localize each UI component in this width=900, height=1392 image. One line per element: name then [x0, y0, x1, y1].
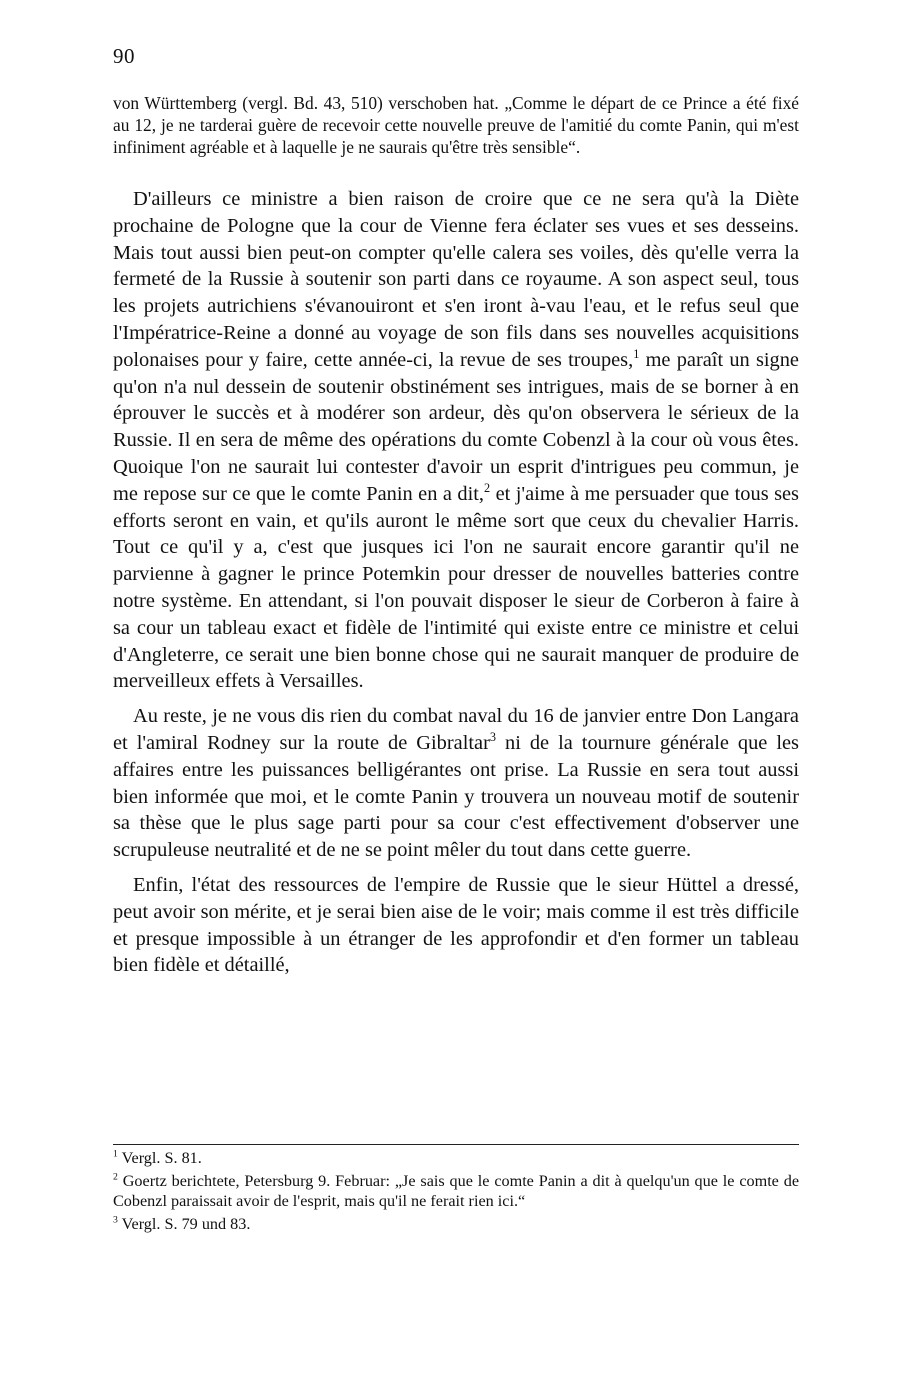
quote-continuation: von Württemberg (vergl. Bd. 43, 510) verschoben hat. „Comme le départ de ce Prince a été fixé au 12, je ne tarderai guère de recevoir cette nouvelle preuve de l'amitié du comte Panin, qui m'est infiniment agréable et à laquelle je ne saurais qu'être très sensible“.: [113, 93, 799, 157]
paragraph-1-part-b: me paraît un signe qu'on n'a nul dessein de soutenir obstinément ses intrigues, mais de se borner à en éprouver le succès et à modérer son ardeur, dès qu'on observera le sérieux de la Russie. Il en sera de même des opérations du comte Cobenzl à la cour où vous êtes. Quoique l'on ne saurait lui contester d'avoir un esprit d'intrigues peu commun, je me repose sur ce que le comte Panin en a dit,: [113, 348, 799, 505]
footnote-text: Vergl. S. 81.: [121, 1149, 202, 1167]
footnote-mark: 3: [113, 1214, 118, 1226]
footnote-3: [113, 1214, 799, 1234]
paragraph-2-part-a: Au reste, je ne vous dis rien du combat naval du 16 de janvier entre Don Langara et l'amiral Rodney sur la route de Gibraltar: [113, 705, 799, 754]
footnote-mark: 1: [113, 1148, 118, 1160]
paragraph-2-part-b: ni de la tournure générale que les affaires entre les puissances belligérantes ont prise. La Russie en sera tout aussi bien informée que moi, et le comte Panin y trouvera un nouveau motif de soutenir sa thèse que le plus sage parti pour sa cour c'est effectivement d'observer une scrupuleuse neutralité et de ne se point mêler du tout dans cette guerre.: [113, 731, 799, 862]
page-number: 90: [113, 44, 135, 68]
footnote-1: [113, 1148, 799, 1168]
paragraph-1: [113, 186, 799, 695]
footnote-text: Vergl. S. 79 und 83.: [121, 1215, 251, 1233]
paragraph-1-part-c: et j'aime à me persuader que tous ses efforts seront en vain, et qu'ils auront le même sort que ceux du chevalier Harris. Tout ce qu'il y a, c'est que jusques ici l'on ne saurait encore garantir qu'il ne parvienne à gagner le prince Potemkin pour dresser de nouvelles batteries contre notre système. En attendant, si l'on pouvait disposer le sieur de Corberon à faire à sa cour un tableau exact et fidèle de l'intimité qui existe entre ce ministre et celui d'Angleterre, ce serait une bien bonne chose qui ne saurait manquer de produire de merveilleux effets à Versailles.: [113, 482, 799, 693]
paragraph-1-part-a: D'ailleurs ce ministre a bien raison de croire que ce ne sera qu'à la Diète prochaine de Pologne que la cour de Vienne fera éclater ses vues et ses desseins. Mais tout aussi bien peut-on compter qu'elle calera ses voiles, dès qu'elle verra la fermeté de la Russie à soutenir son parti dans ce royaume. A son aspect seul, tous les projets autrichiens s'évanouiront et s'en iront à-vau l'eau, et le refus seul que l'Impératrice-Reine a donné au voyage de son fils dans ses nouvelles acquisitions polonaises pour y faire, cette année-ci, la revue de ses troupes,: [113, 188, 799, 371]
footnote-ref-3: 3: [489, 730, 497, 745]
footnotes: [113, 1148, 799, 1237]
footnote-ref-1: 1: [633, 346, 640, 361]
footnote-divider: [113, 1144, 799, 1145]
paragraph-2: [113, 703, 799, 864]
footnote-text: Goertz berichtete, Petersburg 9. Februar: „Je sais que le comte Panin a dit à quelqu'un que le comte de Cobenzl paraissait avoir de l'esprit, mais qu'il ne ferait rien ici.“: [113, 1172, 800, 1210]
footnote-2: [113, 1171, 799, 1211]
paragraph-3: Enfin, l'état des ressources de l'empire de Russie que le sieur Hüttel a dressé, peut avoir son mérite, et je serai bien aise de le voir; mais comme il est très difficile et presque impossible à un étranger de les approfondir et d'en former un tableau bien fidèle et détaillé,: [113, 873, 799, 977]
body-text: [113, 186, 799, 979]
footnote-ref-2: 2: [484, 480, 491, 495]
footnote-mark: 2: [113, 1171, 118, 1183]
